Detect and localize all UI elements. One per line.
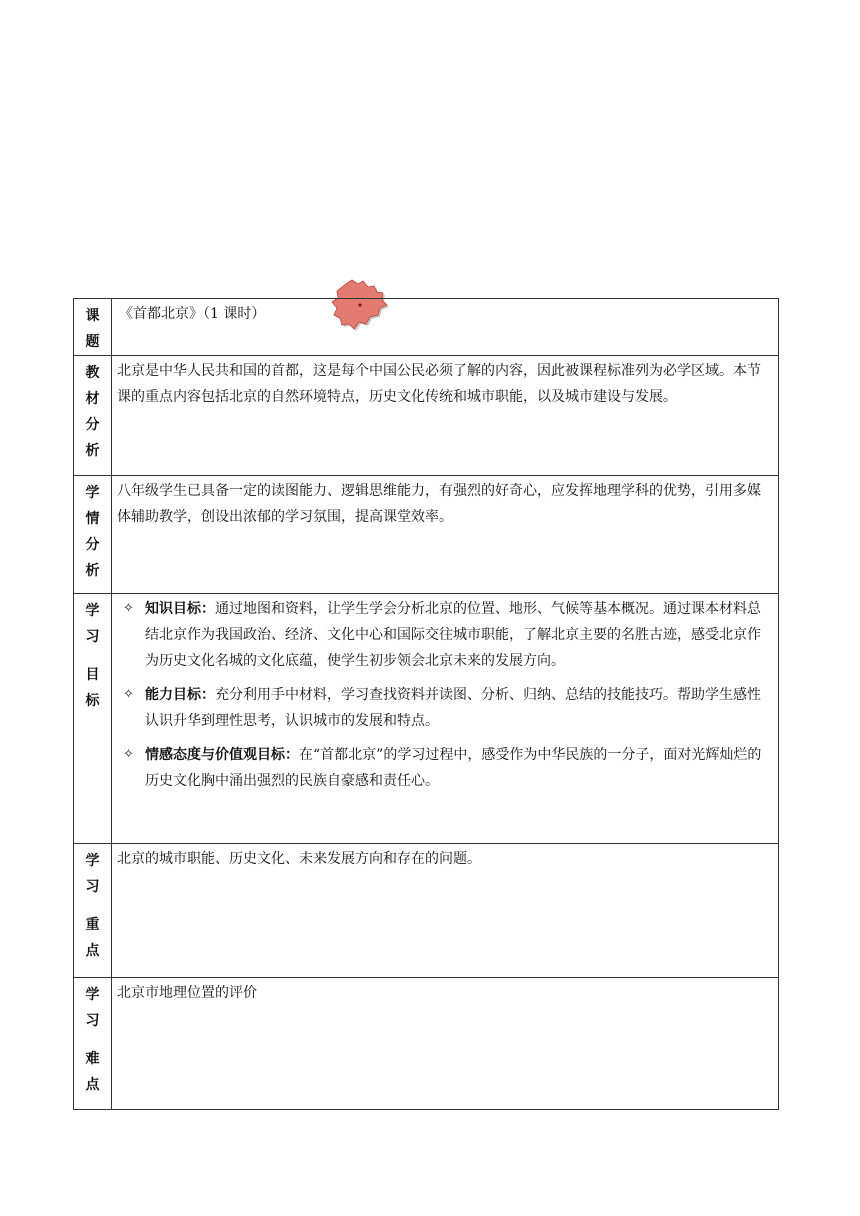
diamond-bullet-icon: ✧ bbox=[123, 601, 134, 616]
diamond-bullet-icon: ✧ bbox=[123, 687, 134, 702]
learning-goals-content bbox=[112, 594, 779, 844]
row-key-points bbox=[74, 844, 779, 978]
label-material-analysis: 教 材 分 析 bbox=[74, 356, 112, 476]
goal-text: 通过地图和资料，让学生学会分析北京的位置、地形、气候等基本概况。通过课本材料总结北京作为我国政治、经济、文化中心和国际交往城市职能，了解北京主要的名胜古迹，感受北京作为历史文化名城的文化底蕴，使学生初步领会北京未来的发展方向。 bbox=[145, 601, 761, 669]
topic-content bbox=[112, 299, 779, 356]
goal-knowledge bbox=[117, 596, 772, 674]
goal-title: 知识目标： bbox=[145, 601, 215, 617]
difficulties-content: 北京市地理位置的评价 bbox=[112, 978, 779, 1110]
row-topic bbox=[74, 299, 779, 356]
row-learning-goals bbox=[74, 594, 779, 844]
goal-ability bbox=[117, 682, 772, 734]
row-material-analysis bbox=[74, 356, 779, 476]
material-analysis-content: 北京是中华人民共和国的首都，这是每个中国公民必须了解的内容，因此被课程标准列为必学区域。本节课的重点内容包括北京的自然环境特点，历史文化传统和城市职能，以及城市建设与发展。 bbox=[112, 356, 779, 476]
diamond-bullet-icon: ✧ bbox=[123, 747, 134, 762]
label-key-points: 学 习 重 点 bbox=[74, 844, 112, 978]
label-learning-goals: 学 习 目 标 bbox=[74, 594, 112, 844]
goal-title: 能力目标： bbox=[145, 687, 215, 703]
row-student-analysis bbox=[74, 476, 779, 594]
lesson-plan-table bbox=[73, 298, 779, 1110]
goal-title: 情感态度与价值观目标： bbox=[145, 747, 299, 763]
student-analysis-content: 八年级学生已具备一定的读图能力、逻辑思维能力，有强烈的好奇心，应发挥地理学科的优势，引用多媒体辅助教学，创设出浓郁的学习氛围，提高课堂效率。 bbox=[112, 476, 779, 594]
label-student-analysis: 学 情 分 析 bbox=[74, 476, 112, 594]
key-points-content: 北京的城市职能、历史文化、未来发展方向和存在的问题。 bbox=[112, 844, 779, 978]
label-topic: 课 题 bbox=[74, 299, 112, 356]
goal-text: 在“首都北京”的学习过程中，感受作为中华民族的一分子，面对光辉灿烂的历史文化胸中涌出强烈的民族自豪感和责任心。 bbox=[145, 747, 762, 789]
label-difficulties: 学 习 难 点 bbox=[74, 978, 112, 1110]
goal-text: 充分利用手中材料，学习查找资料并读图、分析、归纳、总结的技能技巧。帮助学生感性认识升华到理性思考，认识城市的发展和特点。 bbox=[145, 687, 761, 729]
row-difficulties bbox=[74, 978, 779, 1110]
goal-emotion-values bbox=[117, 742, 772, 794]
lesson-title: 《首都北京》（1 课时） bbox=[119, 306, 266, 322]
